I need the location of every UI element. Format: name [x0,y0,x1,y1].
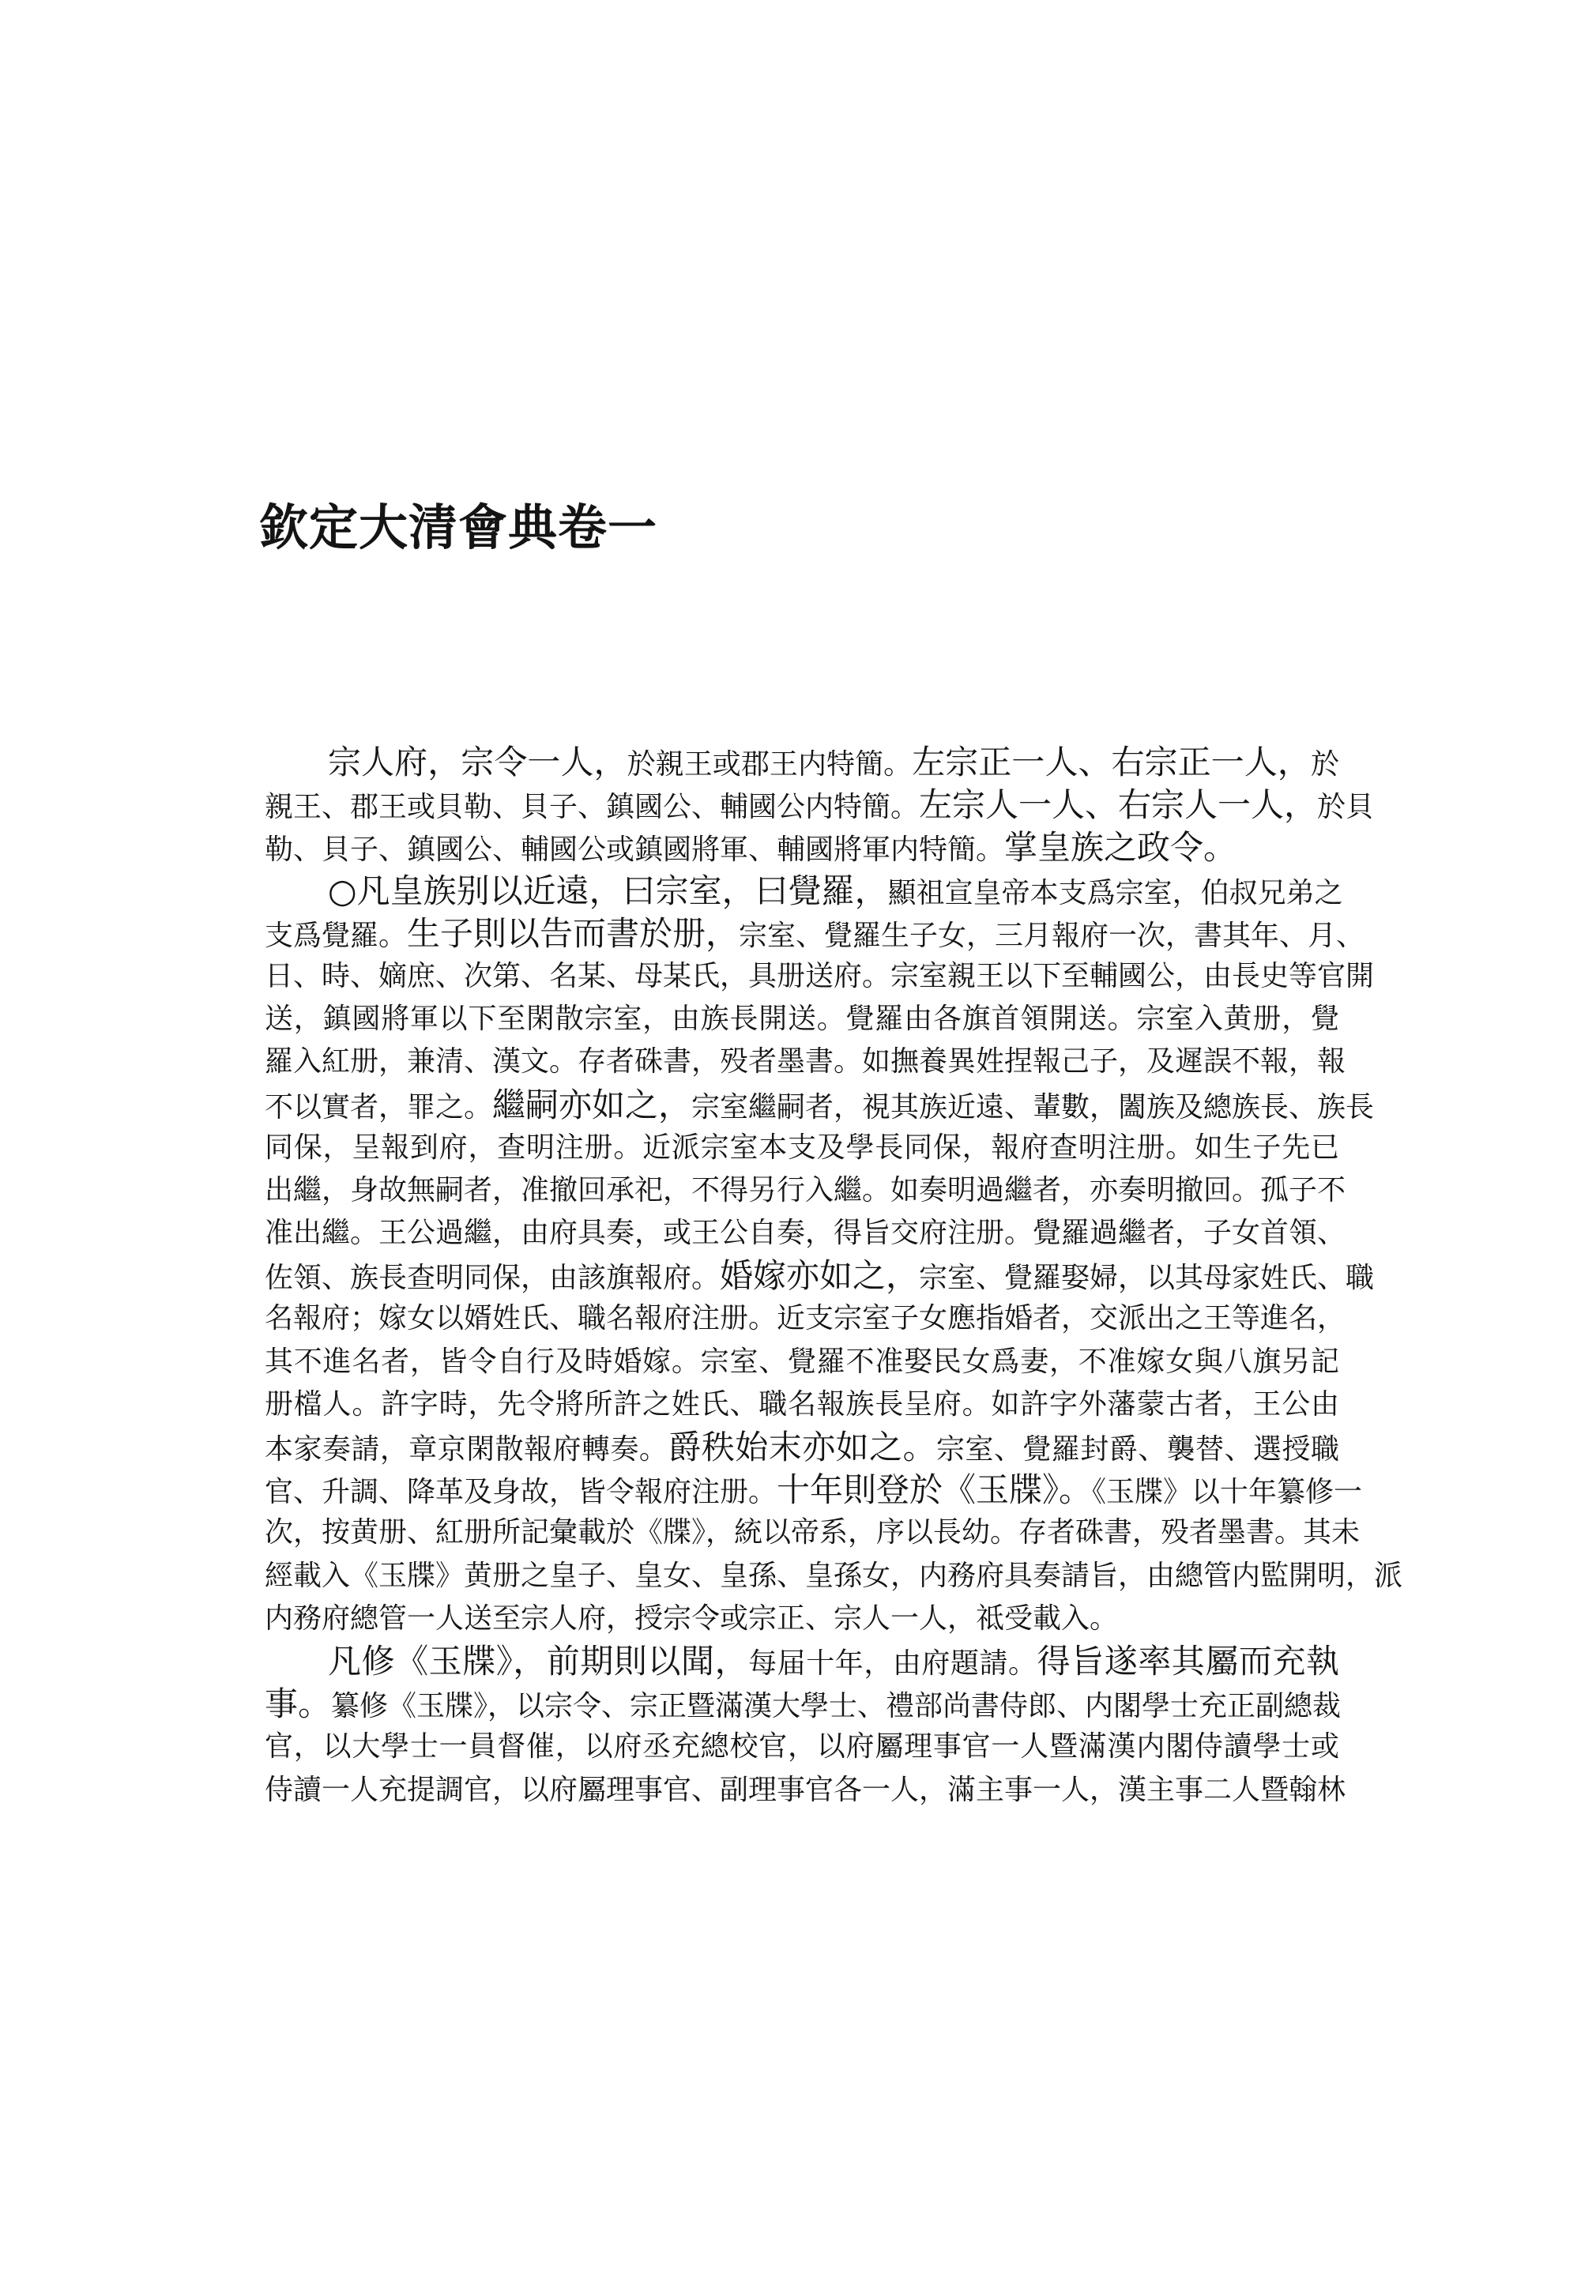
main-text: 掌皇族之政令。 [1004,828,1237,868]
text-line [265,741,1339,784]
main-text: ○凡皇族别以近遠，曰宗室，曰覺羅， [328,871,888,910]
main-text: 事。 [265,1684,332,1724]
text-line [265,1169,1346,1212]
commentary-text: 名報府；嫁女以婿姓氏、職名報府注册。近支宗室子女應指婚者，交派出之王等進名， [265,1302,1346,1335]
commentary-text: 同保，呈報到府，查明注册。近派宗室本支及學長同保，報府查明注册。如生子先已 [265,1131,1339,1164]
main-text: 凡修《玉牒》，前期則以聞， [328,1641,749,1681]
text-line [265,1383,1339,1426]
commentary-text: 送，鎮國將軍以下至閑散宗室，由族長開送。覺羅由各旗首領開送。宗室入黄册，覺 [265,1003,1339,1036]
main-text: 生子則以告而書於册， [407,913,740,953]
commentary-text: 官、升調、降革及身故，皆令報府注册。 [265,1476,777,1509]
commentary-text: 出繼，身故無嗣者，准撤回承祀，不得另行入繼。如奏明過繼者，亦奏明撤回。孤子不 [265,1173,1346,1206]
commentary-text: 次，按黄册、紅册所記彙載於《牒》，統以帝系，序以長幼。存者硃書，殁者墨書。其未 [265,1516,1361,1549]
commentary-text: 其不進名者，皆令自行及時婚嫁。宗室、覺羅不准娶民女爲妻，不准嫁女與八旗另記 [265,1345,1339,1378]
commentary-text: 纂修《玉牒》，以宗令、宗正暨滿漢大學士、禮部尚書侍郎、内閣學士充正副總裁 [331,1690,1342,1723]
paragraph [265,870,1403,1640]
text-line [265,1341,1339,1383]
commentary-text: 於 [1310,748,1339,781]
main-text: 得旨遂率其屬而充執 [1037,1641,1339,1681]
paragraph [265,1640,1346,1812]
text-line [265,913,1365,955]
commentary-text: 《玉牒》以十年纂修一 [1092,1476,1363,1509]
body-text [265,741,1403,1812]
text-line [265,955,1375,998]
commentary-text: 每届十年，由府題請。 [748,1647,1037,1680]
commentary-text: 官，以大學士一員督催，以府丞充總校官，以府屬理事官一人暨滿漢内閣侍讀學士或 [265,1730,1339,1763]
text-line [265,1297,1346,1340]
main-text: 婚嫁亦如之， [720,1256,920,1296]
paragraph [265,741,1375,870]
commentary-text: 宗室、覺羅封爵、襲替、選授職 [936,1433,1339,1466]
commentary-text: 不以實者，罪之。 [265,1090,493,1124]
commentary-text: 親王、郡王或貝勒、貝子、鎮國公、輔國公内特簡。 [265,791,920,824]
commentary-text: 准出繼。王公過繼，由府具奏，或王公自奏，得旨交府注册。覺羅過繼者，子女首領、 [265,1217,1346,1250]
commentary-text: 日、時、嫡庶、次第、名某、母某氏，具册送府。宗室親王以下至輔國公，由長史等官開 [265,959,1375,992]
commentary-text: 侍讀一人充提調官，以府屬理事官、副理事官各一人，滿主事一人，漢主事二人暨翰林 [265,1773,1346,1806]
text-line [265,1041,1346,1083]
text-line [265,784,1375,826]
main-text: 左宗人一人、右宗人一人， [919,785,1318,825]
main-text: 左宗正一人、右宗正一人， [912,743,1311,781]
commentary-text: 顯祖宣皇帝本支爲宗室，伯叔兄弟之 [887,876,1343,909]
text-line [265,1426,1339,1469]
text-line [265,1511,1361,1554]
text-line [265,1726,1339,1768]
text-line [265,1084,1375,1127]
commentary-text: 於貝 [1317,791,1375,824]
commentary-text: 佐領、族長查明同保，由該旗報府。 [265,1262,721,1295]
commentary-text: 宗室、覺羅娶婦，以其母家姓氏、職 [919,1262,1375,1295]
text-line [265,870,1343,913]
commentary-text: 本家奏請，章京閑散報府轉奏。 [265,1433,668,1466]
text-line [265,1683,1342,1726]
text-line [265,1255,1375,1297]
commentary-text: 宗室繼嗣者，視其族近遠、輩數，闔族及總族長、族長 [691,1090,1375,1124]
volume-title: 欽定大清會典卷一 [259,499,658,556]
commentary-text: 内務府總管一人送至宗人府，授宗令或宗正、宗人一人，祗受載入。 [265,1602,1119,1635]
text-line [265,826,1339,869]
commentary-text: 勒、貝子、鎮國公、輔國公或鎮國將軍、輔國將軍内特簡。 [265,834,1005,867]
commentary-text: 支爲覺羅。 [265,919,408,952]
text-line [265,1127,1339,1169]
text-line [265,1640,1339,1683]
main-text: 繼嗣亦如之， [492,1085,692,1124]
commentary-text: 於親王或郡王内特簡。 [627,748,913,781]
text-line [265,1212,1346,1255]
commentary-text: 册檔人。許字時，先令將所許之姓氏、職名報族長呈府。如許字外藩蒙古者，王公由 [265,1387,1339,1421]
commentary-text: 宗室、覺羅生子女，三月報府一次，書其年、月、 [739,919,1365,952]
commentary-text: 羅入紅册，兼清、漢文。存者硃書，殁者墨書。如撫養異姓捏報己子，及遲誤不報，報 [265,1045,1346,1078]
text-line [265,998,1339,1041]
main-text: 十年則登於《玉牒》。 [777,1470,1093,1510]
main-text: 宗人府，宗令一人， [328,743,627,781]
text-line [265,1769,1346,1812]
text-line [265,1598,1339,1640]
commentary-text: 經載入《玉牒》黄册之皇子、皇女、皇孫、皇孫女，内務府具奏請旨，由總管内監開明，派 [265,1559,1403,1592]
text-line [265,1555,1403,1598]
text-line [265,1469,1363,1511]
main-text: 爵秩始末亦如之。 [668,1428,937,1466]
